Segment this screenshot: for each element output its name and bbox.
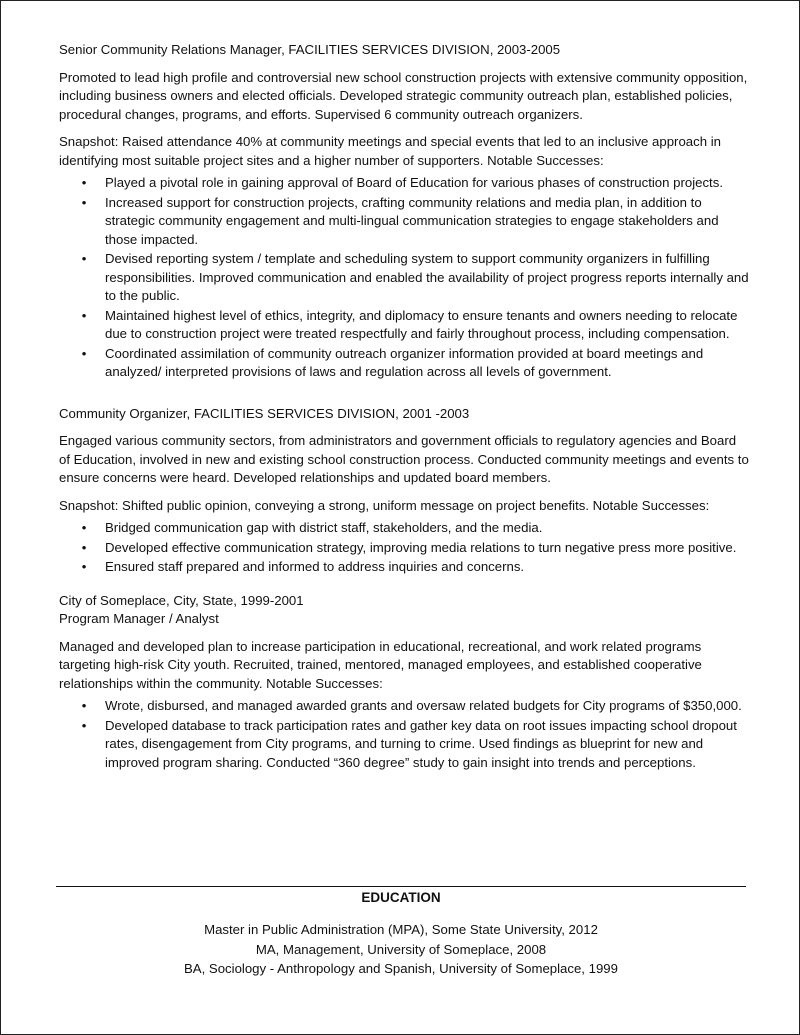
job-title: Community Organizer, FACILITIES SERVICES DIVISION, 2001 -2003 [59,405,470,421]
bullet-icon: • [81,717,87,733]
achievement-list [59,174,749,382]
education-heading: EDUCATION [361,890,441,905]
list-item [59,717,749,773]
job-summary: Engaged various community sectors, from administrators and government officials to regulatory agencies and Board of Education, involved in new and existing school construction process. Conducted community meetings and events to ensure concerns were heard. Developed relationships and updated board members. [59,433,749,485]
bullet-icon: • [81,520,87,535]
education-list [56,920,746,979]
experience-section [59,41,749,773]
bullet-icon: • [81,194,87,210]
list-item-text: Bridged communication gap with district staff, stakeholders, and the media. [105,520,543,535]
employer-line: City of Someplace, City, State, 1999-2001 [59,592,304,608]
bullet-icon: • [81,251,87,266]
list-item-text: Increased support for construction projects, crafting community relations and media plan, in addition to strategic community engagement and multi-lingual communication strategies to engage stakeholders and those impacted. [105,194,719,247]
list-item-text: Developed effective communication strategy, improving media relations to turn negative press more positive. [105,539,737,555]
job-snapshot: Snapshot: Shifted public opinion, conveying a strong, uniform message on project benefits. Notable Successes: [59,497,710,513]
list-item-text: Ensured staff prepared and informed to address inquiries and concerns. [105,559,525,574]
degree-item: BA, Sociology - Anthropology and Spanish, University of Someplace, 1999 [184,961,618,976]
list-item [59,697,749,716]
list-item [59,250,749,306]
bullet-icon: • [81,698,87,713]
job-title: Senior Community Relations Manager, FACILITIES SERVICES DIVISION, 2003-2005 [59,42,561,57]
achievement-list [59,519,749,577]
bullet-icon: • [81,559,87,574]
job-summary: Promoted to lead high profile and controversial new school construction projects with extensive community opposition, including business owners and elected officials. Developed strategic community outreach plan, established policies, procedural changes, programs, and efforts. Supervised 6 community outreach organizers. [59,69,748,122]
list-item-text: Played a pivotal role in gaining approval of Board of Education for various phases of construction projects. [105,175,723,190]
degree-item: MA, Management, University of Someplace, 2008 [255,941,547,957]
bullet-icon: • [81,175,87,190]
list-item-text: Wrote, disbursed, and managed awarded grants and oversaw related budgets for City programs of $350,000. [105,698,742,713]
bullet-icon: • [81,307,87,323]
list-item [59,558,749,577]
section-divider [56,886,746,887]
list-item-text: Maintained highest level of ethics, integrity, and diplomacy to ensure tenants and owners needing to relocate due to construction project were treated respectfully and fairly throughout process, including compensation. [105,307,738,341]
list-item [59,194,749,250]
list-item-text: Developed database to track participation rates and gather key data on root issues impacting school dropout rates, disengagement from City programs, and turning to crime. Used findings as blueprint for new and improved program sharing. Conducted “360 degree” study to gain insight into trends and perceptions. [105,717,737,770]
list-item [59,519,749,538]
bullet-icon: • [81,345,87,361]
job-entry [59,592,749,773]
job-summary: Managed and developed plan to increase participation in educational, recreational, and work related programs targeting high-risk City youth. Recruited, trained, mentored, managed employees, and established cooperative relationships within the community. Notable Successes: [59,638,702,691]
list-item [59,539,749,558]
list-item [59,307,749,344]
achievement-list [59,697,749,772]
job-entry [59,405,749,577]
job-title: Program Manager / Analyst [59,611,219,626]
degree-item: Master in Public Administration (MPA), Some State University, 2012 [204,922,598,937]
bullet-icon: • [81,539,87,555]
list-item-text: Coordinated assimilation of community outreach organizer information provided at board meetings and analyzed/ interpreted provisions of laws and regulation across all levels of government. [105,345,704,379]
list-item-text: Devised reporting system / template and scheduling system to support community organizers in fulfilling responsibilities. Improved communication and enabled the availability of project progress reports internally and to the public. [105,251,749,303]
list-item [59,174,749,193]
job-snapshot: Snapshot: Raised attendance 40% at community meetings and special events that led to an inclusive approach in identifying most suitable project sites and a higher number of supporters. Notable Successes: [59,134,721,168]
job-entry [59,41,749,382]
list-item [59,345,749,382]
